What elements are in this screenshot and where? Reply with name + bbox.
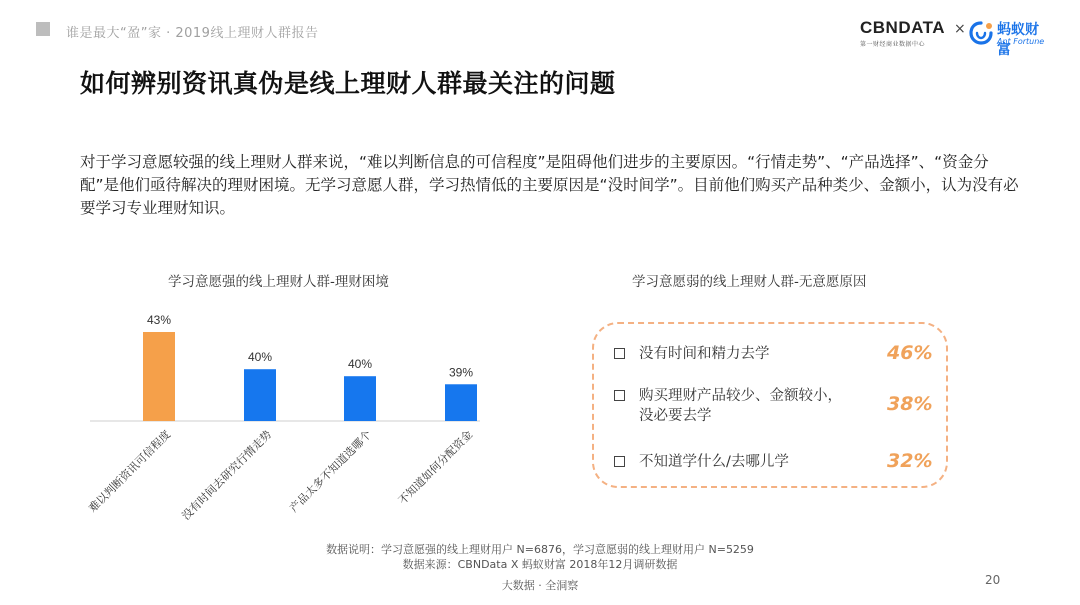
ant-fortune-logo-icon xyxy=(968,20,994,46)
reason-label-line: 没必要去学 xyxy=(639,408,712,424)
reason-label xyxy=(639,386,869,426)
reason-label xyxy=(639,452,869,472)
category-label: 不知道如何分配资金 xyxy=(395,427,476,508)
bar-3 xyxy=(344,376,376,421)
ant-fortune-logo-subtitle: Ant Fortune xyxy=(997,37,1045,46)
checkbox-square-icon xyxy=(614,456,625,467)
cbndata-logo-subtitle: 第一财经商业数据中心 xyxy=(860,41,926,48)
bar-value-label: 43% xyxy=(146,313,172,327)
bar-chart-title: 学习意愿强的线上理财人群-理财困境 xyxy=(168,274,389,290)
footer-slogan: 大数据 · 全洞察 xyxy=(501,579,579,592)
data-note: 数据说明：学习意愿强的线上理财用户 N=6876，学习意愿弱的线上理财用户 N=5259 xyxy=(326,543,754,556)
reasons-panel-title: 学习意愿弱的线上理财人群-无意愿原因 xyxy=(632,274,867,290)
page-title: 如何辨别资讯真伪是线上理财人群最关注的问题 xyxy=(80,69,616,98)
data-source: 数据来源：CBNData X 蚂蚁财富 2018年12月调研数据 xyxy=(402,558,678,571)
reasons-panel xyxy=(592,322,948,488)
reason-percentage: 32% xyxy=(887,450,933,472)
bar-4 xyxy=(445,384,477,421)
bar-1 xyxy=(143,332,175,421)
report-title: 谁是最大“盈”家 · 2019线上理财人群报告 xyxy=(66,26,319,41)
logo-area xyxy=(860,18,1050,58)
bar-chart xyxy=(60,295,500,535)
category-label: 没有时间去研究行情走势 xyxy=(179,427,275,523)
reason-percentage: 38% xyxy=(887,393,933,415)
checkbox-square-icon xyxy=(614,390,625,401)
bar-value-label: 39% xyxy=(448,365,474,380)
cbndata-logo: CBNDATA xyxy=(860,18,946,37)
checkbox-square-icon xyxy=(614,348,625,359)
category-label: 难以判断资讯可信程度 xyxy=(86,427,174,515)
header-square-icon xyxy=(36,22,50,36)
description-paragraph: 对于学习意愿较强的线上理财人群来说，“难以判断信息的可信程度”是阻碍他们进步的主要原因。“行情走势”、“产品选择”、“资金分配”是他们亟待解决的理财困境。无学习意愿人群，学习热情低的主要原因是“没时间学”。目前他们购买产品种类少、金额小，认为没有必要学习专业理财知识。 xyxy=(80,153,1019,217)
reason-percentage: 46% xyxy=(887,342,933,364)
bar-value-label: 40% xyxy=(347,357,373,372)
reason-label xyxy=(639,344,869,364)
page-number: 20 xyxy=(985,573,1001,587)
reason-label-line: 购买理财产品较少、金额较小， xyxy=(639,388,842,404)
reason-label-line: 没有时间和精力去学 xyxy=(639,346,770,362)
logo-separator: × xyxy=(954,21,966,37)
bar-value-label: 40% xyxy=(247,350,273,365)
category-label: 产品太多不知道选哪个 xyxy=(287,427,375,515)
ant-fortune-logo: 蚂蚁财富 xyxy=(997,22,1039,58)
reason-label-line: 不知道学什么/去哪儿学 xyxy=(639,454,789,470)
bar-2 xyxy=(244,369,276,421)
